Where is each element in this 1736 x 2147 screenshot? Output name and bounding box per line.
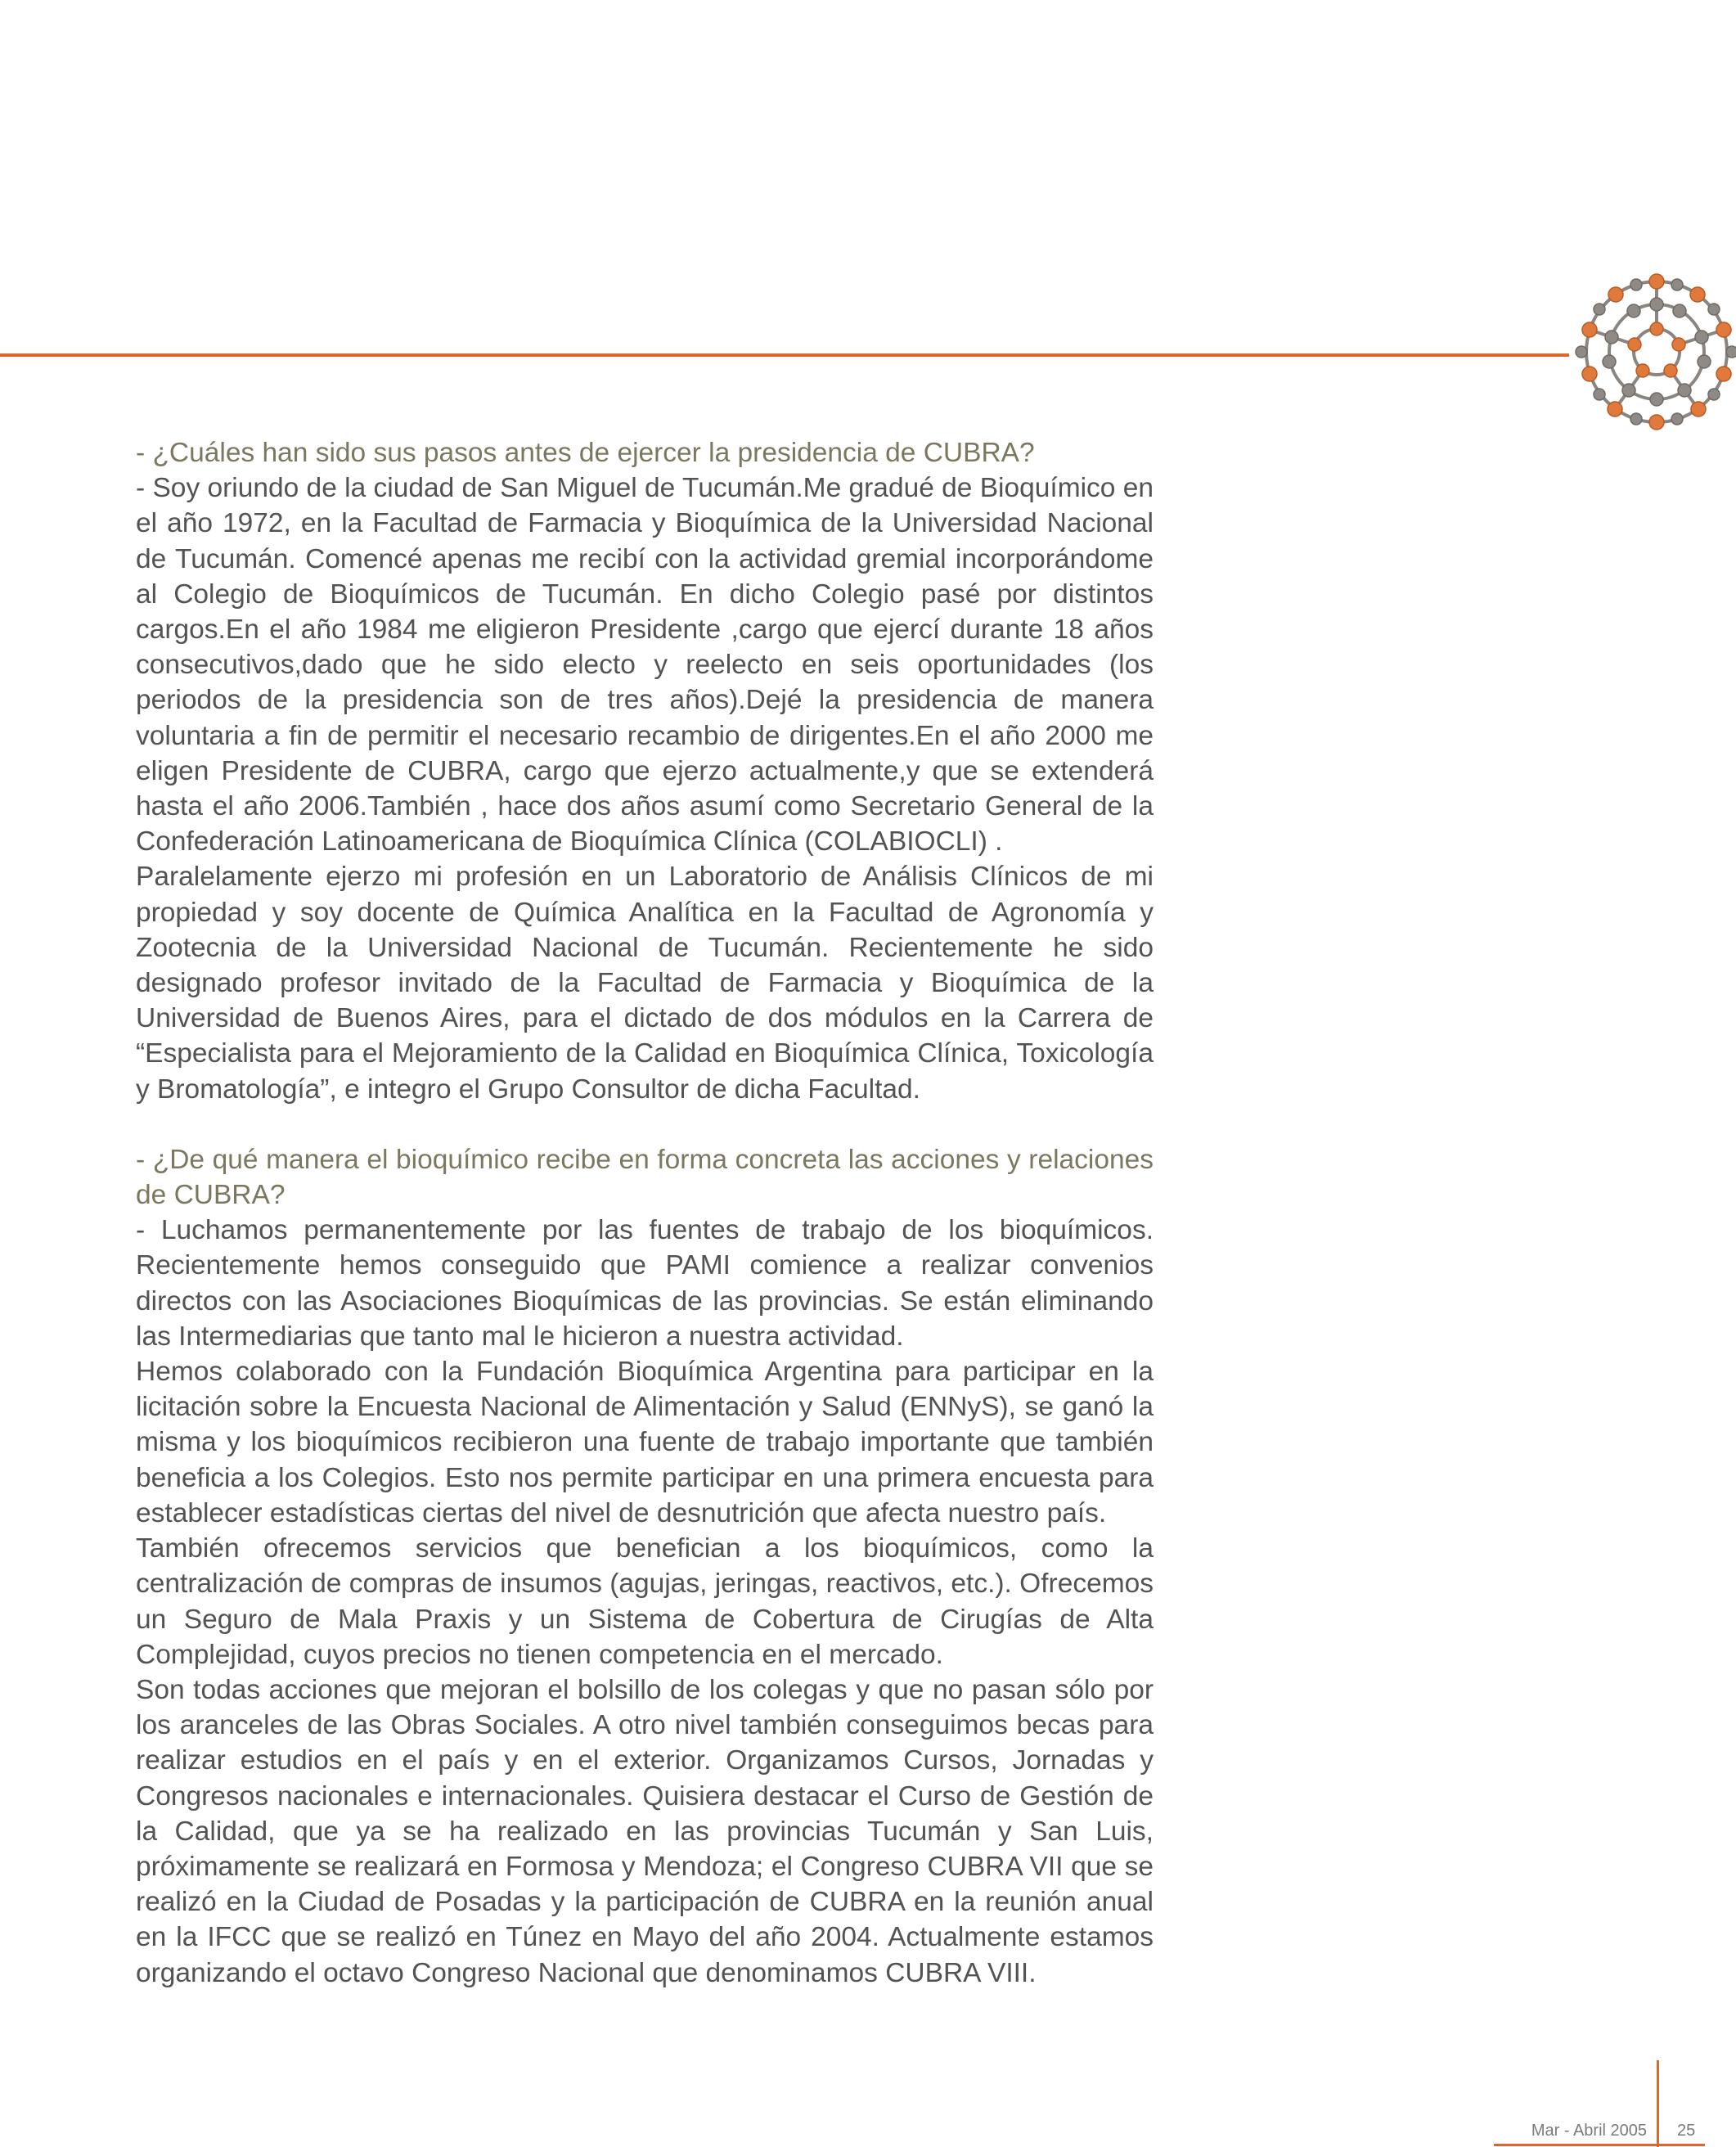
fullerene-molecule-icon bbox=[1575, 270, 1736, 434]
issue-date: Mar - Abril 2005 bbox=[1531, 2122, 1647, 2140]
answer-2-paragraph-1: - Luchamos permanentemente por las fuentes de trabajo de los bioquímicos. Recientemente hemos conseguido que PAMI comience a realizar convenios directos con las Asociaciones Bioquímicas de las provincias. Se están eliminando las Intermediarias que tanto mal le hicieron a nuestra actividad. bbox=[136, 1215, 1154, 1352]
answer-2-paragraph-4: Son todas acciones que mejoran el bolsillo de los colegas y que no pasan sólo por los aranceles de las Obras Sociales. A otro nivel también conseguimos becas para realizar estudios en el país y en el exterior. Organizamos Cursos, Jornadas y Congresos nacionales e internacionales. Quisiera destacar el Curso de Gestión de la Calidad, que ya se ha realizado en las provincias Tucumán y San Luis, próximamente se realizará en Formosa y Mendoza; el Congreso CUBRA VII que se realizó en la Ciudad de Posadas y la participación de CUBRA en la reunión anual en la IFCC que se realizó en Túnez en Mayo del año 2004. Actualmente estamos organizando el octavo Congreso Nacional que denominamos CUBRA VIII. bbox=[136, 1674, 1154, 1988]
paragraph-gap bbox=[136, 1107, 1154, 1142]
article-body bbox=[136, 435, 1154, 1991]
question-2: - ¿De qué manera el bioquímico recibe en forma concreta las acciones y relaciones de CUBRA? bbox=[136, 1144, 1154, 1211]
question-1: - ¿Cuáles han sido sus pasos antes de ejercer la presidencia de CUBRA? bbox=[136, 438, 1035, 468]
footer-rule bbox=[1494, 2144, 1705, 2146]
answer-2-paragraph-3: También ofrecemos servicios que benefician a los bioquímicos, como la centralización de compras de insumos (agujas, jeringas, reactivos, etc.). Ofrecemos un Seguro de Mala Praxis y un Sistema de Cobertura de Cirugías de Alta Complejidad, cuyos precios no tienen competencia en el mercado. bbox=[136, 1533, 1154, 1670]
header-rule bbox=[0, 353, 1569, 357]
answer-2-paragraph-2: Hemos colaborado con la Fundación Bioquímica Argentina para participar en la licitación sobre la Encuesta Nacional de Alimentación y Salud (ENNyS), se ganó la misma y los bioquímicos recibieron una fuente de trabajo importante que también beneficia a los Colegios. Esto nos permite participar en una primera encuesta para establecer estadísticas ciertas del nivel de desnutrición que afecta nuestro país. bbox=[136, 1357, 1154, 1528]
page-number: 25 bbox=[1677, 2122, 1696, 2140]
answer-1-paragraph-1: - Soy oriundo de la ciudad de San Miguel de Tucumán.Me gradué de Bioquímico en el año 1972, en la Facultad de Farmacia y Bioquímica de la Universidad Nacional de Tucumán. Comencé apenas me recibí con la actividad gremial incorporándome al Colegio de Bioquímicos de Tucumán. En dicho Colegio pasé por distintos cargos.En el año 1984 me eligieron Presidente ,cargo que ejercí durante 18 años consecutivos,dado que he sido electo y reelecto en seis oportunidades (los periodos de la presidencia son de tres años).Dejé la presidencia de manera voluntaria a fin de permitir el necesario recambio de dirigentes.En el año 2000 me eligen Presidente de CUBRA, cargo que ejerzo actualmente,y que se extenderá hasta el año 2006.También , hace dos años asumí como Secretario General de la Confederación Latinoamericana de Bioquímica Clínica (COLABIOCLI) . bbox=[136, 473, 1154, 857]
footer-divider bbox=[1657, 2060, 1659, 2147]
answer-1-paragraph-2: Paralelamente ejerzo mi profesión en un Laboratorio de Análisis Clínicos de mi propiedad y soy docente de Química Analítica en la Facultad de Agronomía y Zootecnia de la Universidad Nacional de Tucumán. Recientemente he sido designado profesor invitado de la Facultad de Farmacia y Bioquímica de la Universidad de Buenos Aires, para el dictado de dos módulos en la Carrera de “Especialista para el Mejoramiento de la Calidad en Bioquímica Clínica, Toxicología y Bromatología”, e integro el Grupo Consultor de dicha Facultad. bbox=[136, 862, 1154, 1105]
